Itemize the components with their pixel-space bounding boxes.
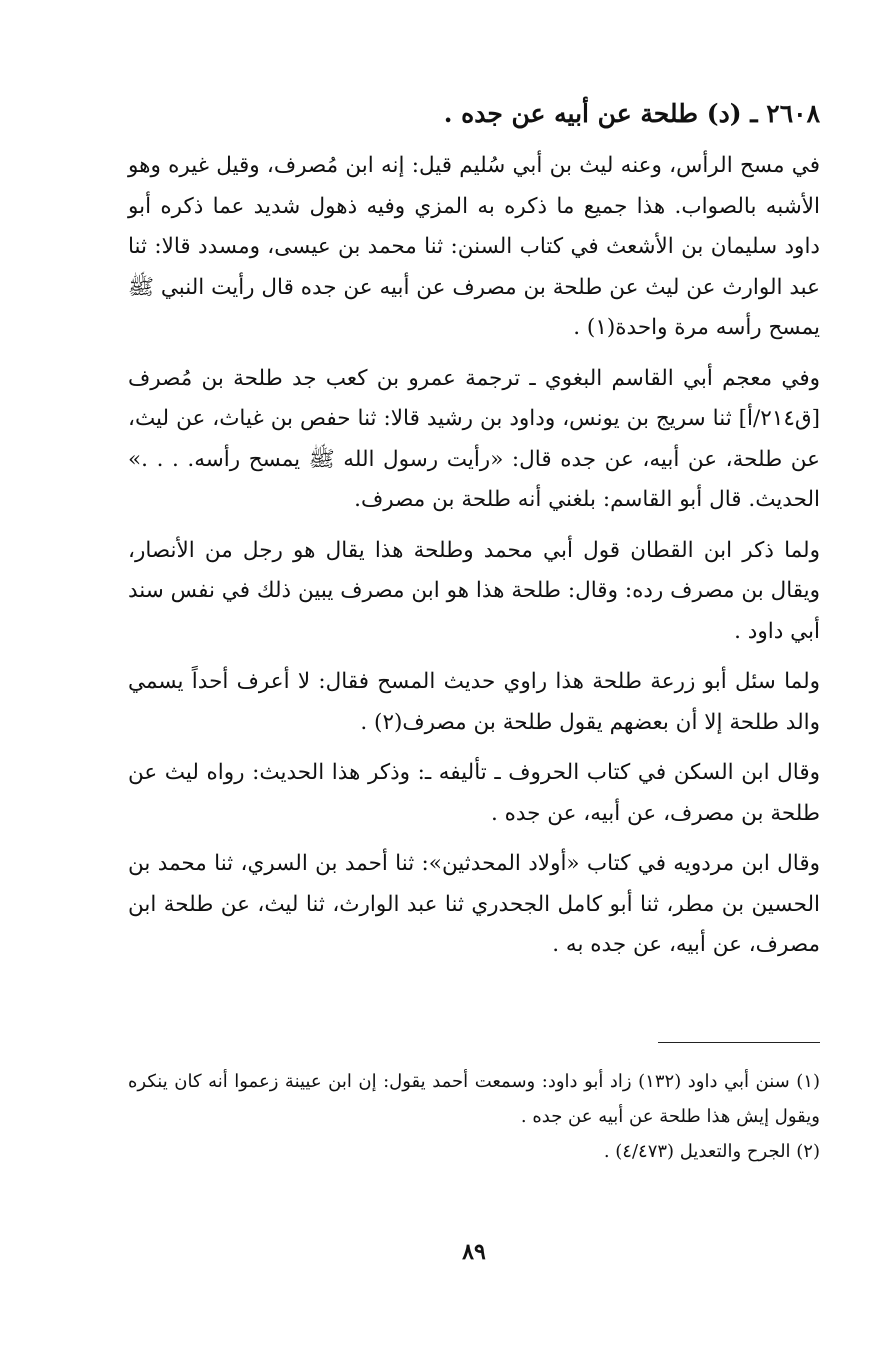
main-text: [128, 146, 820, 976]
paragraph-4: ولما سئل أبو زرعة طلحة هذا راوي حديث المسح فقال: لا أعرف أحداً يسمي والد طلحة إلا أن بعضهم يقول طلحة بن مصرف(٢) .: [128, 669, 820, 735]
footnote-divider: [658, 1042, 820, 1043]
book-page: [128, 0, 820, 1355]
footnote-1: (١) سنن أبي داود (١٣٢) زاد أبو داود: وسمعت أحمد يقول: إن ابن عيينة زعموا أنه كان ينكره ويقول إيش هذا طلحة عن أبيه عن جده .: [128, 1071, 820, 1127]
page-number: ٨٩: [462, 1239, 486, 1265]
footnote-2: (٢) الجرح والتعديل (٤/٤٧٣) .: [603, 1141, 820, 1162]
paragraph-5: وقال ابن السكن في كتاب الحروف ـ تأليفه ـ: وذكر هذا الحديث: رواه ليث عن طلحة بن مصرف، عن أبيه، عن جده .: [128, 760, 820, 826]
paragraph-6: وقال ابن مردويه في كتاب «أولاد المحدثين»: ثنا أحمد بن السري، ثنا محمد بن الحسين بن مطر، ثنا أبو كامل الجحدري ثنا عبد الوارث، ثنا ليث، عن طلحة ابن مصرف، عن أبيه، عن جده به .: [128, 851, 820, 957]
paragraph-3: ولما ذكر ابن القطان قول أبي محمد وطلحة هذا يقال هو رجل من الأنصار، ويقال بن مصرف رده: وقال: طلحة هذا هو ابن مصرف يبين ذلك في نفس سند أبي داود .: [128, 537, 820, 644]
paragraph-2: وفي معجم أبي القاسم البغوي ـ ترجمة عمرو بن كعب جد طلحة بن مُصرف [ق٢١٤/أ] ثنا سريج بن يونس، وداود بن رشيد قالا: ثنا حفص بن غياث، عن ليث، عن طلحة، عن أبيه، عن جده قال: «رأيت رسول الله ﷺ يمسح رأسه. . . .» الحديث. قال أبو القاسم: بلغني أنه طلحة بن مصرف.: [128, 365, 820, 512]
footnotes: [128, 1064, 820, 1169]
paragraph-1: في مسح الرأس، وعنه ليث بن أبي سُليم قيل: إنه ابن مُصرف، وقيل غيره وهو الأشبه بالصواب. هذا جميع ما ذكره به المزي وفيه ذهول شديد عما ذكره أبو داود سليمان بن الأشعث في كتاب السنن: ثنا محمد بن عيسى، ومسدد قالا: ثنا عبد الوارث عن ليث عن طلحة بن مصرف عن أبيه عن جده قال رأيت النبي ﷺ يمسح رأسه مرة واحدة(١) .: [128, 153, 820, 340]
entry-heading: ٢٦٠٨ ـ (د) طلحة عن أبيه عن جده .: [443, 99, 820, 128]
